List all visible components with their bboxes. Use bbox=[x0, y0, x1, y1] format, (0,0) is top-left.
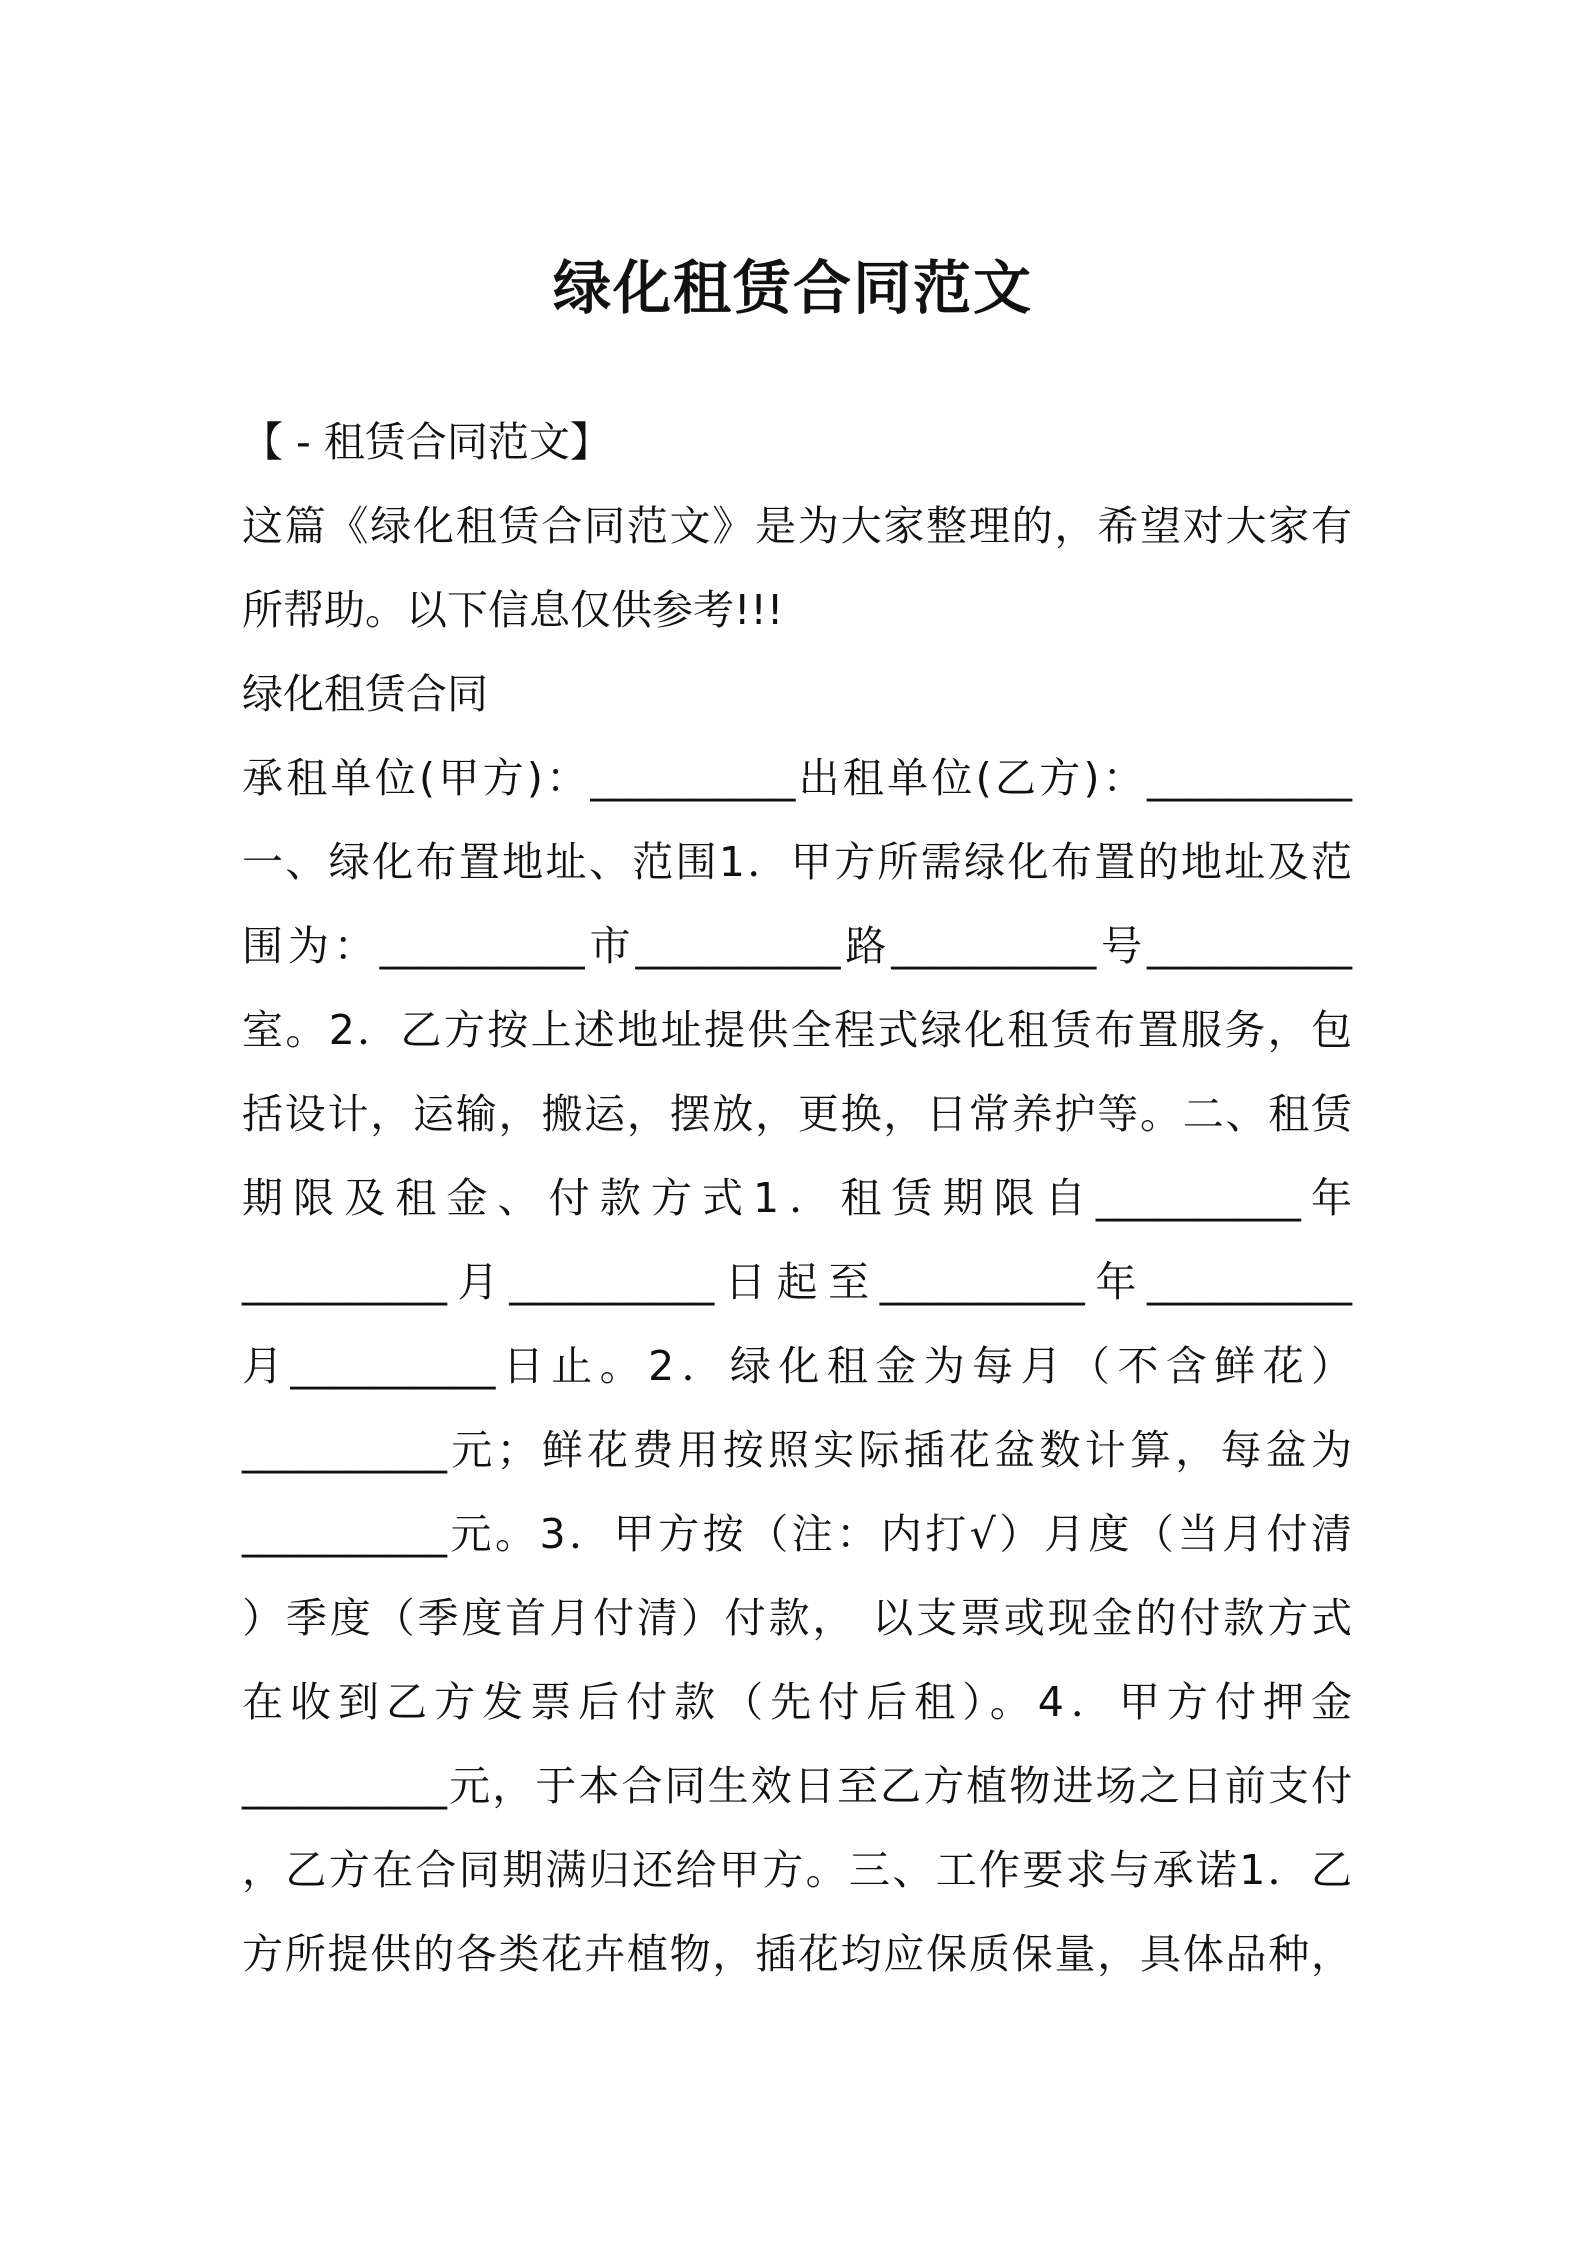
paragraph-line: 所帮助。以下信息仅供参考!!! bbox=[242, 586, 784, 634]
paragraph-line: 围为：__________市__________路__________号__________ bbox=[242, 922, 1352, 970]
document-body bbox=[242, 400, 1352, 1996]
paragraph-line: __________元。3．甲方按（注：内打√）月度（当月付清 bbox=[242, 1510, 1352, 1558]
paragraph-line: __________元；鲜花费用按照实际插花盆数计算，每盆为 bbox=[242, 1426, 1352, 1474]
paragraph-line: 括设计，运输，搬运，摆放，更换，日常养护等。二、租赁 bbox=[242, 1090, 1352, 1138]
paragraph-line: __________月__________日起至__________年__________ bbox=[242, 1258, 1352, 1306]
paragraph-line: 承租单位(甲方)：__________出租单位(乙方)：__________ bbox=[242, 754, 1352, 802]
document-title: 绿化租赁合同范文 bbox=[552, 254, 1033, 322]
paragraph-line: 在收到乙方发票后付款（先付后租）。4．甲方付押金 bbox=[242, 1678, 1352, 1726]
paragraph-line: 这篇《绿化租赁合同范文》是为大家整理的，希望对大家有 bbox=[242, 502, 1352, 550]
paragraph-line: 方所提供的各类花卉植物，插花均应保质保量，具体品种， bbox=[242, 1930, 1352, 1978]
paragraph-line: 期限及租金、付款方式1．租赁期限自__________年 bbox=[242, 1174, 1352, 1222]
contract-heading: 绿化租赁合同 bbox=[242, 670, 488, 718]
section-heading: 【 - 租赁合同范文】 bbox=[242, 418, 611, 466]
paragraph-line: 一、绿化布置地址、范围1．甲方所需绿化布置的地址及范 bbox=[242, 838, 1352, 886]
paragraph-line: 室。2．乙方按上述地址提供全程式绿化租赁布置服务，包 bbox=[242, 1006, 1352, 1054]
paragraph-line: ）季度（季度首月付清）付款， 以支票或现金的付款方式 bbox=[242, 1594, 1352, 1642]
paragraph-line: ，乙方在合同期满归还给甲方。三、工作要求与承诺1．乙 bbox=[242, 1846, 1352, 1894]
paragraph-line: __________元，于本合同生效日至乙方植物进场之日前支付 bbox=[242, 1762, 1352, 1810]
paragraph-line: 月__________日止。2．绿化租金为每月（不含鲜花） bbox=[242, 1342, 1352, 1390]
